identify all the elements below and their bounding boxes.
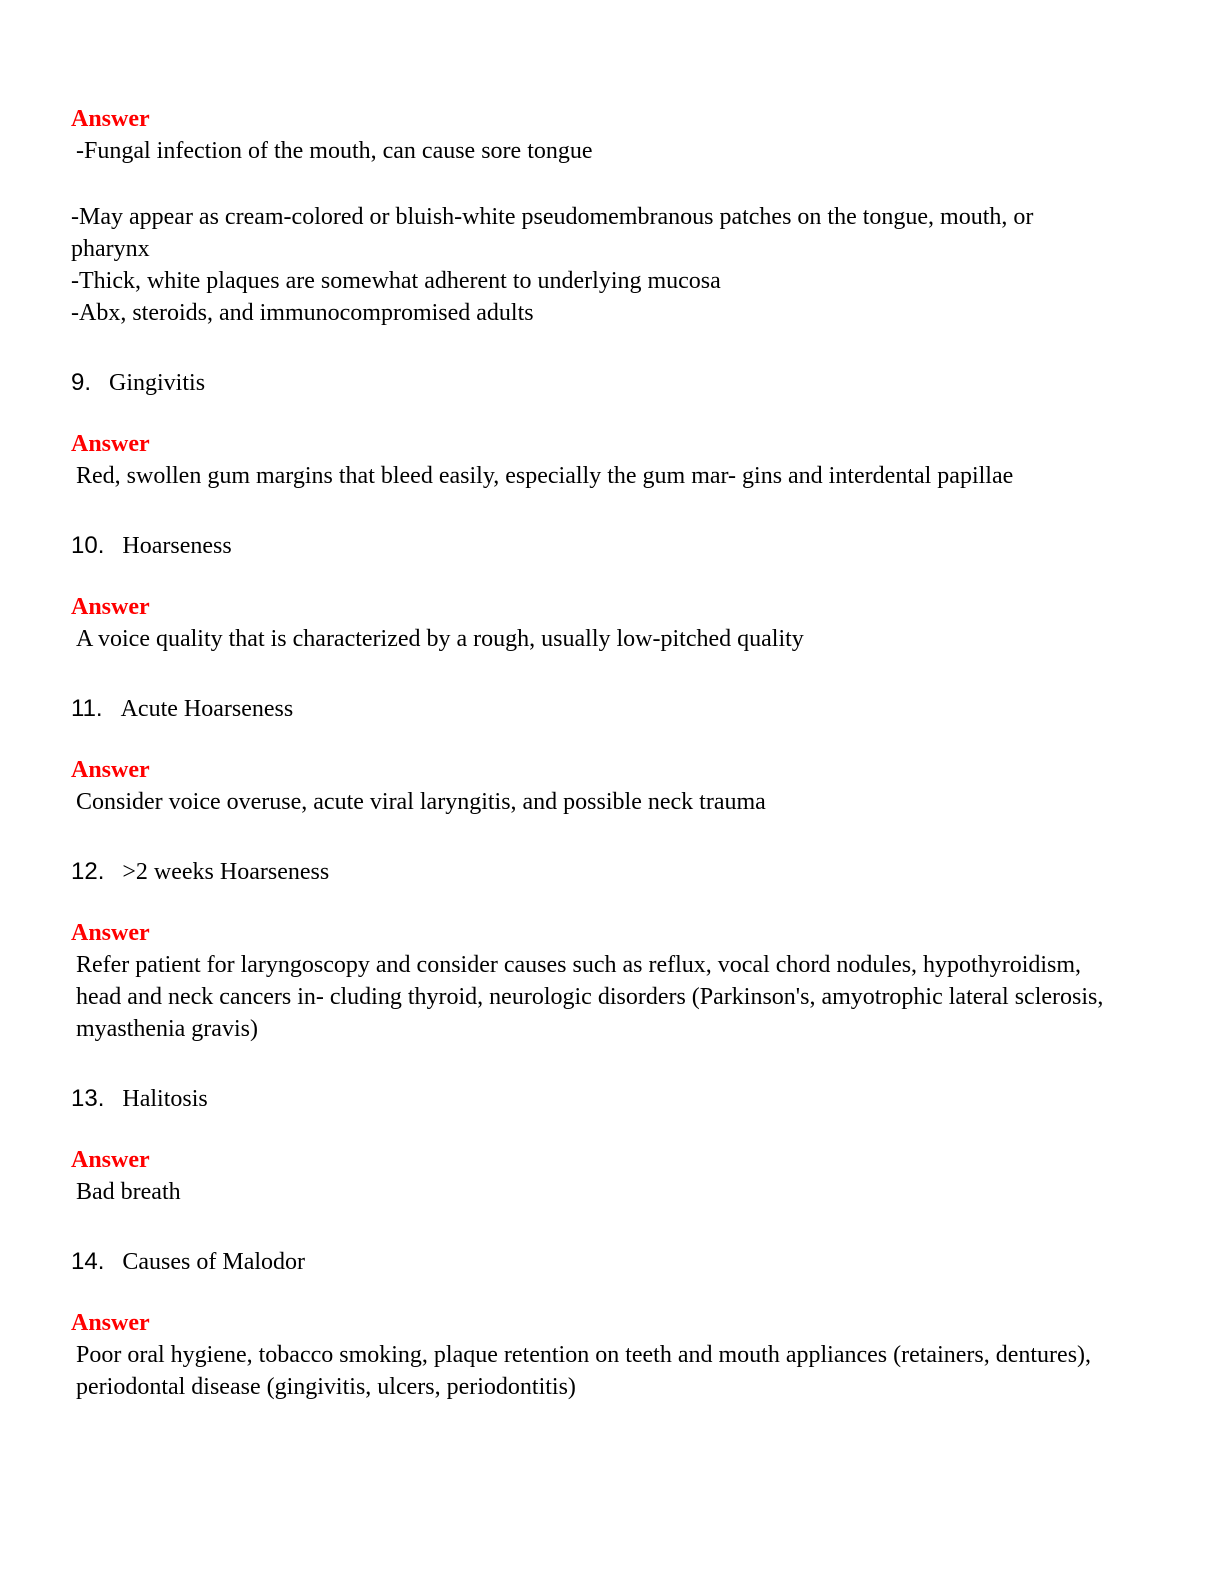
answer-label: Answer xyxy=(71,431,150,457)
answer-label: Answer xyxy=(71,106,150,132)
question-text: Hoarseness xyxy=(122,533,232,559)
question-heading xyxy=(71,856,1151,888)
answer-text: Refer patient for laryngoscopy and consider causes such as reflux, vocal chord nodules, hypothyroidism, head and neck cancers in- cluding thyroid, neurologic disorders (Parkinson's, amyotrophic lateral sclerosis, myasthenia gravis) xyxy=(76,952,1104,1042)
question-block-14 xyxy=(71,1246,1151,1403)
question-text: >2 weeks Hoarseness xyxy=(122,859,330,885)
question-number: 11. xyxy=(71,695,103,722)
question-text: Acute Hoarseness xyxy=(120,696,294,722)
question-number: 14. xyxy=(71,1248,105,1275)
question-heading xyxy=(71,530,1151,562)
question-text: Gingivitis xyxy=(109,370,206,396)
question-heading xyxy=(71,1083,1151,1115)
question-heading xyxy=(71,693,1151,725)
answer-label: Answer xyxy=(71,594,150,620)
question-block-13 xyxy=(71,1083,1151,1208)
answer-text: Consider voice overuse, acute viral laryngitis, and possible neck trauma xyxy=(76,789,766,815)
question-number: 10. xyxy=(71,532,105,559)
answer-bullet: -Thick, white plaques are somewhat adherent to underlying mucosa xyxy=(71,268,721,294)
answer-text: Poor oral hygiene, tobacco smoking, plaque retention on teeth and mouth appliances (retainers, dentures), periodontal disease (gingivitis, ulcers, periodontitis) xyxy=(76,1342,1092,1400)
answer-text: -Fungal infection of the mouth, can cause sore tongue xyxy=(76,138,593,164)
answer-text: Red, swollen gum margins that bleed easily, especially the gum mar- gins and interdental papillae xyxy=(76,463,1014,489)
answer-label: Answer xyxy=(71,757,150,783)
answer-label: Answer xyxy=(71,920,150,946)
answer-label: Answer xyxy=(71,1310,150,1336)
answer-bullet: -May appear as cream-colored or bluish-white pseudomembranous patches on the tongue, mouth, or pharynx xyxy=(71,204,1034,262)
document-page xyxy=(71,104,1151,1403)
answer-block-8 xyxy=(71,104,1151,329)
question-heading xyxy=(71,367,1151,399)
question-text: Causes of Malodor xyxy=(122,1249,306,1275)
question-block-10 xyxy=(71,530,1151,655)
answer-bullet: -Abx, steroids, and immunocompromised adults xyxy=(71,300,534,326)
answer-text: A voice quality that is characterized by a rough, usually low-pitched quality xyxy=(76,626,804,652)
question-text: Halitosis xyxy=(122,1086,208,1112)
answer-text: Bad breath xyxy=(76,1179,181,1205)
question-number: 12. xyxy=(71,858,105,885)
question-block-9 xyxy=(71,367,1151,492)
question-heading xyxy=(71,1246,1151,1278)
question-number: 13. xyxy=(71,1085,105,1112)
answer-label: Answer xyxy=(71,1147,150,1173)
question-number: 9. xyxy=(71,369,92,396)
question-block-11 xyxy=(71,693,1151,818)
question-block-12 xyxy=(71,856,1151,1045)
